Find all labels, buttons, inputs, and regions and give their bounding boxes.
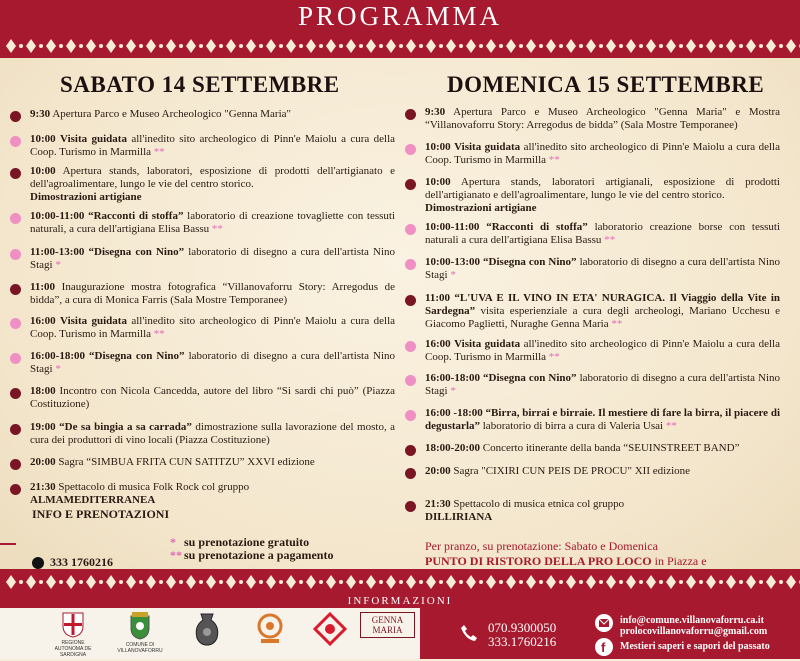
event-time: 16:00 (425, 338, 451, 350)
event-time: 19:00 (30, 421, 56, 433)
event-text: laboratorio di disegno a cura dell'artista Nino Stagi (30, 350, 396, 375)
ornament-dot (459, 44, 463, 48)
ornament-dot (279, 44, 283, 48)
event-item (405, 176, 780, 216)
bullet-icon (10, 111, 21, 122)
event-extra: DILLIRIANA (425, 511, 493, 523)
logo-caption: GENNA MARIA (371, 615, 404, 635)
event-time: 20:00 (425, 465, 451, 477)
ornament-dot (739, 44, 743, 48)
header-bar (0, 0, 800, 33)
ornament-dot (659, 44, 663, 48)
bullet-icon (405, 295, 416, 306)
event-time: 21:30 (425, 498, 451, 510)
bullet-icon (10, 388, 21, 399)
event-star: ** (153, 328, 165, 340)
ornament-dot (199, 580, 203, 584)
sponsor-logos (0, 608, 420, 659)
ornament-dot (199, 44, 203, 48)
info-label: INFORMAZIONI (0, 595, 800, 608)
event-extra: ALMAMEDITERRANEA (30, 494, 156, 506)
bullet-icon (405, 341, 416, 352)
event-item (10, 350, 395, 390)
event-highlight: “Disegna con Nino” (483, 256, 577, 268)
turismo-logo (250, 612, 290, 648)
ornament-dot (79, 44, 83, 48)
ornament-dot (279, 580, 283, 584)
contact-phones (488, 621, 556, 649)
ornament-dot (319, 44, 323, 48)
star-icon: ** (170, 548, 182, 562)
facebook-page[interactable]: Mestieri saperi e sapori del passato (620, 641, 770, 652)
ornament-dot (699, 580, 703, 584)
event-star: ** (604, 234, 616, 246)
event-text: Concerto itinerante della banda “SEUINSTREET BAND” (482, 442, 740, 454)
ornament-dot (399, 580, 403, 584)
bullet-icon (405, 224, 416, 235)
bullet-icon (405, 468, 416, 479)
ornament-dot (299, 580, 303, 584)
info-divider (0, 543, 16, 545)
event-highlight: “De sa bingia a sa carrada” (59, 421, 192, 433)
bullet-icon (10, 136, 21, 147)
ornament-dot (179, 580, 183, 584)
legend-paid (170, 548, 333, 563)
event-text: laboratorio creazione borse con tessuti naturali a cura dell'artigiana Elisa Bassu (425, 221, 781, 246)
contact-email[interactable]: prolocovillanovaforru@gmail.com (620, 626, 768, 637)
ornament-dot (679, 44, 683, 48)
event-item (10, 246, 395, 286)
ornament-dot (659, 580, 663, 584)
event-item (405, 221, 780, 261)
event-time: 11:00-13:00 (30, 246, 85, 258)
email-icon (595, 614, 613, 632)
event-item (405, 106, 780, 146)
ornament-dot (59, 580, 63, 584)
event-item (10, 385, 395, 425)
ornament-dot (539, 44, 543, 48)
event-time: 10:00-13:00 (425, 256, 480, 268)
event-star: * (450, 385, 456, 397)
event-item (405, 498, 780, 538)
ornament-dot (239, 580, 243, 584)
food-line: Per pranzo, su prenotazione: Sabato e Domenica (425, 539, 658, 553)
event-item (405, 292, 780, 332)
comune-logo (110, 612, 170, 654)
event-star: ** (211, 223, 223, 235)
event-item (405, 372, 780, 412)
bullet-icon (405, 501, 416, 512)
event-time: 16:00 (30, 315, 56, 327)
event-highlight: “Racconti di stoffa” (486, 221, 588, 233)
ornament-dot (299, 44, 303, 48)
event-highlight: “Racconti di stoffa” (88, 210, 184, 222)
logo-caption: REGIONE AUTONOMA DE SARDIGNA (54, 640, 92, 658)
ornament-dot (419, 44, 423, 48)
ornament-dot (579, 580, 583, 584)
ornament-dot (539, 580, 543, 584)
ornament-dot (379, 580, 383, 584)
ornament-dot (719, 580, 723, 584)
event-text: Sagra “SIMBUA FRITA CUN SATITZU” XXVI edizione (58, 456, 315, 468)
ornament-dot (639, 44, 643, 48)
event-star: ** (153, 146, 165, 158)
event-time: 18:00-20:00 (425, 442, 480, 454)
event-extra: Dimostrazioni artigiane (425, 202, 537, 214)
bullet-icon (10, 353, 21, 364)
event-time: 21:30 (30, 481, 56, 493)
ornament-dot (459, 580, 463, 584)
ornament-dot (339, 44, 343, 48)
event-text: laboratorio di disegno a cura dell'artista Nino Stagi (30, 246, 396, 271)
event-time: 16:00-18:00 (425, 372, 480, 384)
ornament-dot (479, 44, 483, 48)
event-highlight: Visita guidata (454, 338, 521, 350)
event-time: 10:00 (30, 165, 56, 177)
event-text: Apertura stands, laboratori, esposizione di prodotti dell'artigianato e dell'agroalimentare, lungo le vie del centro storico. (30, 165, 395, 190)
event-time: 16:00-18:00 (30, 350, 85, 362)
event-time: 9:30 (425, 106, 446, 118)
ornament-dot (719, 44, 723, 48)
ornament-dot (599, 44, 603, 48)
event-text: all'inedito sito archeologico di Pinn'e Maiolu a cura della Coop. Turismo in Marmilla (30, 133, 396, 158)
contact-panel (420, 608, 800, 659)
ornament-dot (159, 580, 163, 584)
ornament-dot (419, 580, 423, 584)
ornament-dot (139, 580, 143, 584)
event-time: 9:30 (30, 108, 51, 120)
event-time: 16:00 -18:00 (425, 407, 483, 419)
ornament-dot (159, 44, 163, 48)
bullet-icon (10, 249, 21, 260)
ornament-dot (59, 44, 63, 48)
event-time: 20:00 (30, 456, 56, 468)
program-paper (0, 58, 800, 570)
ornament-dot (119, 44, 123, 48)
ornament-dot (479, 580, 483, 584)
event-item (10, 421, 395, 461)
event-star: ** (548, 154, 560, 166)
ornament-dot (739, 580, 743, 584)
ornament-dot (319, 580, 323, 584)
event-highlight: “Disegna con Nino” (483, 372, 577, 384)
ornament-dot (259, 580, 263, 584)
bullet-icon (405, 410, 416, 421)
event-text: Inaugurazione mostra fotografica “Villanovaforru Story: Arregodus de bidda”, a cura di Monica Farris (Sala Mostre Temporanee) (30, 281, 395, 306)
event-time: 11:00 (30, 281, 56, 293)
ornament-dot (219, 44, 223, 48)
event-item (405, 141, 780, 181)
legend-text: su prenotazione gratuito (184, 535, 310, 549)
event-time: 18:00 (30, 385, 56, 397)
event-text: laboratorio di disegno a cura dell'artista Nino Stagi (425, 372, 781, 397)
regione-sardegna-logo (48, 612, 98, 658)
ornament-dot (39, 44, 43, 48)
ornament-dot (99, 580, 103, 584)
ornament-dot (139, 44, 143, 48)
ornament-dot (759, 580, 763, 584)
event-time: 10:00 (30, 133, 56, 145)
bullet-icon (405, 259, 416, 270)
ornament-dot (359, 44, 363, 48)
event-time: 10:00 (425, 176, 451, 188)
event-highlight: “Birra, birrai e birraie. Il mestiere di fare la birra, il piacere di degustarla” (425, 407, 780, 432)
event-highlight: Visita guidata (454, 141, 521, 153)
page-title: PROGRAMMA (297, 1, 503, 31)
ornament-dot (359, 580, 363, 584)
ornament-dot (519, 580, 523, 584)
star-icon: * (170, 535, 176, 549)
ornament-dot (579, 44, 583, 48)
event-text: Spettacolo di musica etnica col gruppo (453, 498, 625, 510)
event-time: 10:00 (425, 141, 451, 153)
event-highlight: Visita guidata (60, 315, 127, 327)
bullet-icon (10, 284, 21, 295)
bullet-icon (10, 318, 21, 329)
bullet-icon (32, 557, 44, 569)
event-text: Apertura Parco e Museo Archeologico "Genna Maria" e Mostra “Villanovaforru Story: Arregodus de bidda” (Sala Mostre Temporanee) (425, 106, 780, 131)
event-star: ** (665, 420, 677, 432)
vase-logo (190, 612, 224, 648)
bullet-icon (10, 484, 21, 495)
genna-maria-logo (360, 612, 415, 638)
event-text: laboratorio di disegno a cura dell'artista Nino Stagi (425, 256, 781, 281)
ornament-dot (619, 580, 623, 584)
ornament-dot (519, 44, 523, 48)
ornament-dot (559, 44, 563, 48)
event-star: * (450, 269, 456, 281)
event-time: 10:00-11:00 (30, 210, 85, 222)
ornament-dot (119, 580, 123, 584)
event-time: 11:00 (425, 292, 451, 304)
ornament-dot (239, 44, 243, 48)
ornament-dot (399, 44, 403, 48)
saturday-title: SABATO 14 SETTEMBRE (60, 72, 340, 97)
event-text: Apertura stands, laboratori artigianali, esposizione di prodotti dell'artigianato e dell'agroalimentare, lungo le vie del centro storico. (425, 176, 780, 201)
ornament-dot (379, 44, 383, 48)
event-text: laboratorio di creazione tovagliette con tessuti naturali, a cura dell'artigiana Elisa Bassu (30, 210, 396, 235)
bullet-icon (405, 109, 416, 120)
sunday-title: DOMENICA 15 SETTEMBRE (447, 72, 765, 97)
ornament-dot (79, 580, 83, 584)
event-text: dimostrazione sulla lavorazione del mosto, a cura dei produttori di vino locali (Piazza Costituzione) (30, 421, 396, 446)
bullet-icon (10, 459, 21, 470)
decorative-border-bottom (0, 569, 800, 595)
bullet-icon (405, 445, 416, 456)
ornament-dot (759, 44, 763, 48)
event-text: all'inedito sito archeologico di Pinn'e Maiolu a cura della Coop. Turismo in Marmilla (30, 315, 396, 340)
facebook-icon[interactable] (595, 638, 613, 656)
ornament-dot (99, 44, 103, 48)
ornament-dot (619, 44, 623, 48)
contact-emails (620, 615, 767, 637)
info-title: INFO E PRENOTAZIONI (32, 507, 170, 521)
bullet-icon (405, 179, 416, 190)
contact-phone[interactable]: 333.1760216 (488, 634, 557, 649)
ornament-dot (639, 580, 643, 584)
phone-number[interactable]: 333 1760216 (50, 555, 113, 569)
svg-text:f: f (601, 640, 606, 655)
contact-email[interactable]: info@comune.villanovaforru.ca.it (620, 615, 765, 626)
ornament-dot (19, 44, 23, 48)
phone-icon (460, 624, 478, 642)
event-text: all'inedito sito archeologico di Pinn'e Maiolu a cura della Coop. Turismo in Marmilla (425, 141, 780, 166)
event-highlight: Visita guidata (60, 133, 127, 145)
ornament-dot (559, 580, 563, 584)
pro-loco-logo (310, 612, 350, 648)
ornament-dot (499, 44, 503, 48)
bullet-icon (405, 375, 416, 386)
event-item (405, 256, 780, 296)
food-line: in Piazza e (654, 554, 707, 568)
food-highlight: PUNTO DI RISTORO DELLA PRO LOCO (425, 554, 652, 568)
event-star: ** (611, 318, 623, 330)
event-text: Apertura Parco e Museo Archeologico "Genna Maria" (52, 108, 292, 120)
ornament-dot (39, 580, 43, 584)
event-item (10, 165, 395, 205)
ornament-dot (779, 580, 783, 584)
ornament-dot (439, 580, 443, 584)
ornament-dot (699, 44, 703, 48)
event-star: * (55, 363, 61, 375)
ornament-dot (179, 44, 183, 48)
event-text: all'inedito sito archeologico di Pinn'e Maiolu a cura della Coop. Turismo in Marmilla (425, 338, 780, 363)
event-star: * (55, 259, 61, 271)
event-item (405, 407, 780, 447)
ornament-dot (679, 580, 683, 584)
ornament-dot (439, 44, 443, 48)
event-time: 10:00-11:00 (425, 221, 480, 233)
contact-phone[interactable]: 070.9300050 (488, 620, 557, 635)
event-text: laboratorio di birra a cura di Valeria Usai (482, 420, 664, 432)
ornament-dot (259, 44, 263, 48)
bullet-icon (405, 144, 416, 155)
event-highlight: “Disegna con Nino” (88, 246, 185, 258)
ornament-dot (779, 44, 783, 48)
event-text: Spettacolo di musica Folk Rock col gruppo (58, 481, 250, 493)
ornament-dot (219, 580, 223, 584)
bullet-icon (10, 213, 21, 224)
event-highlight: “Disegna con Nino” (89, 350, 185, 362)
event-text: Incontro con Nicola Cancedda, autore del libro “Si sardi chi può” (Piazza Costituzione) (30, 385, 395, 410)
event-highlight: “L'UVA E IL VINO IN ETA' NURAGICA. Il Viaggio della Vite in Sardegna” (425, 292, 780, 317)
ornament-dot (499, 580, 503, 584)
ornament-dot (19, 580, 23, 584)
event-star: ** (548, 351, 560, 363)
bullet-icon (10, 424, 21, 435)
ornament-dot (599, 580, 603, 584)
decorative-border-top (0, 33, 800, 59)
event-extra: Dimostrazioni artigiane (30, 191, 142, 203)
event-item (10, 315, 395, 355)
event-item (10, 210, 395, 250)
event-text: Sagra "CIXIRI CUN PEIS DE PROCU" XII edizione (453, 465, 691, 477)
bullet-icon (10, 168, 21, 179)
ornament-dot (339, 580, 343, 584)
logo-caption: COMUNE DI VILLANOVAFORRU (117, 642, 163, 654)
event-text: visita esperienziale a cura degli archeologi, Mariano Ucchesu e Giacomo Paglietti, Nuraghe Genna Maria (425, 305, 781, 330)
legend-text: su prenotazione a pagamento (184, 548, 334, 562)
